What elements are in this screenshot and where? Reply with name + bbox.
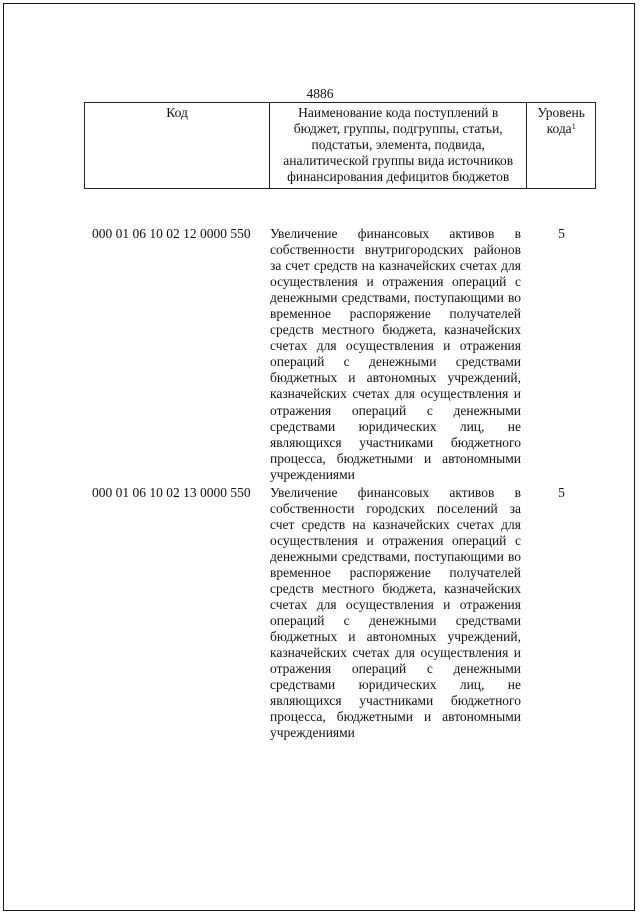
row-name: Увеличение финансовых активов в собственности внутригородских районов за счет средств на казначейских счетах для осуществления и отражения операций с денежными средствами, поступающими во временное распоряжение получателей средств местного бюджета, казначейских счетах для осуществления и отражения операций с денежными средствами бюджетных и автономных учреждений, казначейских счетах для осуществления и отражения операций с денежными средствами юридических лиц, не являющихся участниками бюджетного процесса, бюджетными и автономными учреждениями xyxy=(270,226,521,482)
header-level-text: Уровень кода xyxy=(537,105,585,136)
table-row xyxy=(92,226,602,483)
header-level-label xyxy=(537,105,585,136)
table-row xyxy=(92,485,602,742)
page-number: 4886 xyxy=(306,86,334,101)
row-level: 5 xyxy=(558,484,565,500)
header-row xyxy=(85,103,596,189)
header-name-cell: Наименование кода поступлений в бюджет, группы, подгруппы, статьи, подстатьи, элемента, подвида, аналитической группы вида источников финансирования дефицитов бюджетов xyxy=(270,103,527,189)
row-name: Увеличение финансовых активов в собственности городских поселений за счет средств на казначейских счетах для осуществления и отражения операций с денежными средствами, поступающими во временное распоряжение получателей средств местного бюджета, казначейских счетах для осуществления и отражения операций с денежными средствами бюджетных и автономных учреждений, казначейских счетах для осуществления и отражения операций с денежными средствами юридических лиц, не являющихся участниками бюджетного процесса, бюджетными и автономными учреждениями xyxy=(270,484,521,741)
header-level-cell xyxy=(527,103,596,189)
table-body xyxy=(92,226,602,742)
header-level-footnote: 1 xyxy=(571,122,576,131)
row-level: 5 xyxy=(558,226,565,241)
row-code: 000 01 06 10 02 13 0000 550 xyxy=(92,484,251,500)
table-header xyxy=(84,102,596,189)
header-code-cell: Код xyxy=(85,103,270,189)
row-code: 000 01 06 10 02 12 0000 550 xyxy=(92,226,251,241)
